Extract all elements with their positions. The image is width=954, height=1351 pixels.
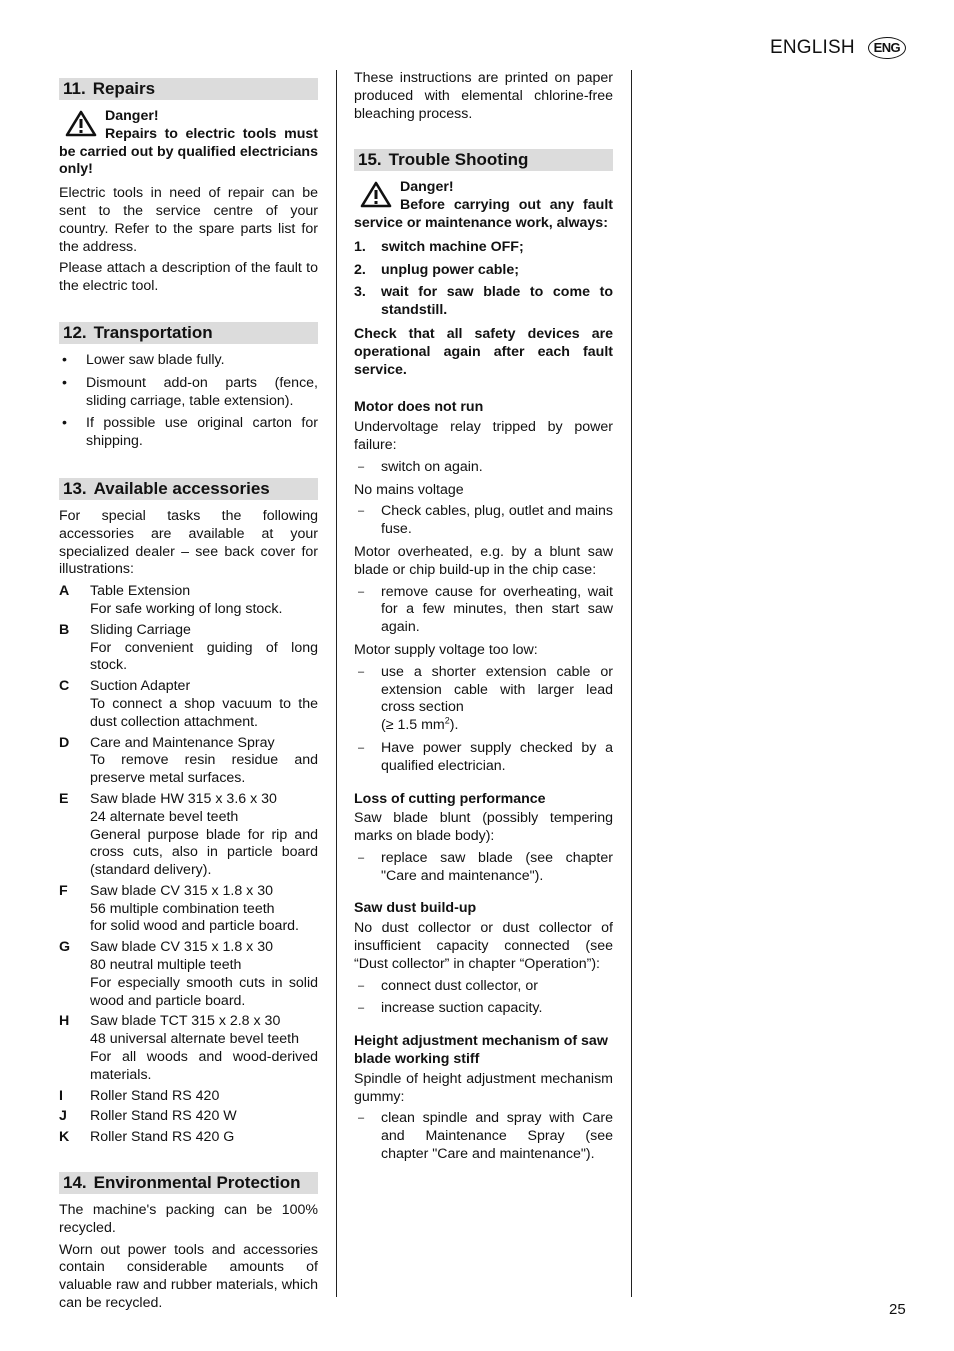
- remedy-item: – Have power supply checked by a qualified electrician.: [354, 740, 613, 776]
- accessory-key: K: [59, 1129, 70, 1146]
- accessory-item: [59, 939, 318, 1010]
- remedy-item: – replace saw blade (see chapter "Care and maintenance").: [354, 850, 613, 886]
- subheading-height-adjustment: Height adjustment mechanism of saw blade working stiff: [354, 1033, 608, 1068]
- accessory-line: Roller Stand RS 420 G: [90, 1129, 235, 1146]
- danger-text: Before carrying out any fault service or maintenance work, always:: [354, 197, 613, 231]
- remedy-item: – connect dust collector, or: [354, 978, 613, 996]
- danger-notice-repairs: [59, 108, 318, 179]
- remedy-item: – increase suction capacity.: [354, 1000, 613, 1018]
- accessory-key: F: [59, 882, 68, 899]
- accessory-item: [59, 791, 318, 880]
- list-item: • Dismount add-on parts (fence, sliding carriage, table extension).: [59, 375, 318, 411]
- accessories-list: [59, 583, 318, 1147]
- safety-steps-list: [354, 239, 613, 320]
- remedy-item: – remove cause for overheating, wait for a few minutes, then start saw again.: [354, 584, 613, 637]
- accessory-line: 48 universal alternate bevel teeth: [90, 1031, 300, 1048]
- accessory-key: D: [59, 734, 70, 751]
- section-heading-trouble-shooting: 15. Trouble Shooting: [354, 149, 613, 171]
- accessory-line: for solid wood and particle board.: [90, 918, 299, 935]
- accessory-line: To connect a shop vacuum to the dust collection attachment.: [90, 695, 318, 730]
- cause-text: Motor overheated, e.g. by a blunt saw blade or chip build-up in the chip case:: [354, 543, 613, 578]
- accessory-line: For safe working of long stock.: [90, 600, 283, 617]
- accessory-line: 56 multiple combination teeth: [90, 900, 275, 917]
- accessory-item: [59, 583, 318, 619]
- subheading-dust: Saw dust build-up: [354, 900, 477, 917]
- cause-text: No mains voltage: [354, 481, 464, 498]
- environment-paragraph: Worn out power tools and accessories contain considerable amounts of valuable raw and rubber materials, which can be recycled.: [59, 1241, 318, 1312]
- subheading-cutting: Loss of cutting performance: [354, 790, 546, 807]
- warning-triangle-icon: [65, 110, 97, 137]
- danger-label: Danger!: [105, 108, 159, 124]
- cause-text: No dust collector or dust collector of insufficient capacity connected (see “Dust collector” in chapter “Operation”):: [354, 920, 613, 972]
- left-column: [59, 70, 318, 1317]
- accessory-line: Sliding Carriage: [90, 621, 191, 638]
- list-item: • Lower saw blade fully.: [59, 352, 318, 370]
- accessory-key: J: [59, 1108, 67, 1125]
- transportation-list: [59, 352, 318, 451]
- accessory-item: [59, 622, 318, 675]
- accessory-line: Table Extension: [90, 583, 191, 600]
- section-heading-accessories: 13. Available accessories: [59, 478, 318, 500]
- language-badge: ENG: [868, 37, 906, 59]
- section-heading-transportation: 12. Transportation: [59, 322, 318, 344]
- paper-note: These instructions are printed on paper produced with elemental chlorine-free bleaching process.: [354, 70, 613, 122]
- accessory-line: Suction Adapter: [90, 678, 191, 695]
- accessory-key: H: [59, 1013, 70, 1030]
- list-item: 3. wait for saw blade to come to standstill.: [354, 284, 613, 319]
- accessory-key: A: [59, 583, 70, 600]
- danger-text: Repairs to electric tools must be carried out by qualified electricians only!: [59, 125, 318, 178]
- section-heading-repairs: 11. Repairs: [59, 78, 318, 100]
- accessory-item: [59, 1129, 318, 1147]
- accessory-line: Care and Maintenance Spray: [90, 734, 275, 751]
- repairs-paragraph: Please attach a description of the fault to the electric tool.: [59, 260, 318, 295]
- accessory-item: [59, 1088, 318, 1106]
- page-number: 25: [889, 1301, 906, 1318]
- list-item: 2. unplug power cable;: [354, 261, 519, 278]
- danger-label: Danger!: [400, 179, 454, 196]
- remedy-item: – clean spindle and spray with Care and Maintenance Spray (see chapter "Care and maintenance").: [354, 1110, 613, 1163]
- accessory-key: G: [59, 939, 71, 956]
- accessory-key: C: [59, 678, 70, 695]
- subheading-motor: Motor does not run: [354, 399, 484, 416]
- column-divider-left: [336, 70, 337, 1297]
- cause-text: Spindle of height adjustment mechanism gummy:: [354, 1070, 613, 1105]
- accessory-line: 24 alternate bevel teeth: [90, 808, 239, 825]
- accessory-item: [59, 678, 318, 731]
- accessory-key: E: [59, 790, 69, 807]
- accessory-item: [59, 883, 318, 936]
- cause-text: Undervoltage relay tripped by power failure:: [354, 419, 613, 453]
- accessory-line: Saw blade CV 315 x 1.8 x 30: [90, 939, 273, 956]
- accessory-line: To remove resin residue and preserve metal surfaces.: [90, 752, 318, 787]
- warning-triangle-icon: [360, 181, 392, 208]
- accessory-line: Saw blade TCT 315 x 2.8 x 30: [90, 1013, 281, 1030]
- accessory-item: [59, 735, 318, 788]
- section-heading-environment: 14. Environmental Protection: [59, 1172, 318, 1194]
- accessory-key: I: [59, 1087, 63, 1104]
- remedy-item: – switch on again.: [354, 459, 613, 477]
- accessory-item: [59, 1013, 318, 1084]
- accessory-line: Roller Stand RS 420 W: [90, 1108, 237, 1125]
- accessory-line: For convenient guiding of long stock.: [90, 639, 318, 674]
- cause-text: Motor supply voltage too low:: [354, 641, 538, 658]
- safety-check-note: Check that all safety devices are operational again after each fault service.: [354, 325, 613, 378]
- accessories-intro: For special tasks the following accessories are available at your specialized dealer – see back cover for illustrations:: [59, 507, 318, 578]
- accessory-line: General purpose blade for rip and cross cuts, also in particle board (standard delivery).: [90, 826, 318, 879]
- right-column: [354, 70, 613, 1169]
- accessory-item: [59, 1108, 318, 1126]
- column-divider-right: [631, 70, 632, 1297]
- environment-paragraph: The machine's packing can be 100% recycled.: [59, 1202, 318, 1236]
- accessory-line: Roller Stand RS 420: [90, 1087, 220, 1104]
- danger-notice-trouble: [354, 179, 613, 232]
- accessory-line: For especially smooth cuts in solid wood and particle board.: [90, 974, 318, 1009]
- cause-text: Saw blade blunt (possibly tempering marks on blade body):: [354, 810, 613, 845]
- list-item: • If possible use original carton for shipping.: [59, 415, 318, 451]
- language-indicator: [770, 36, 906, 60]
- list-item: 1. switch machine OFF;: [354, 238, 524, 255]
- accessory-line: Saw blade HW 315 x 3.6 x 30: [90, 790, 277, 807]
- accessory-line: For all woods and wood-derived materials.: [90, 1049, 318, 1083]
- accessory-key: B: [59, 621, 70, 638]
- language-label: ENGLISH: [770, 37, 855, 58]
- remedy-item: – Check cables, plug, outlet and mains fuse.: [354, 503, 613, 539]
- accessory-line: Saw blade CV 315 x 1.8 x 30: [90, 882, 273, 899]
- remedy-item: – use a shorter extension cable or extension cable with larger lead cross section (≥ 1.5 $mm^2$).: [354, 664, 613, 735]
- repairs-paragraph: Electric tools in need of repair can be sent to the service centre of your country. Refer to the spare parts list for the address.: [59, 185, 318, 255]
- accessory-line: 80 neutral multiple teeth: [90, 957, 242, 974]
